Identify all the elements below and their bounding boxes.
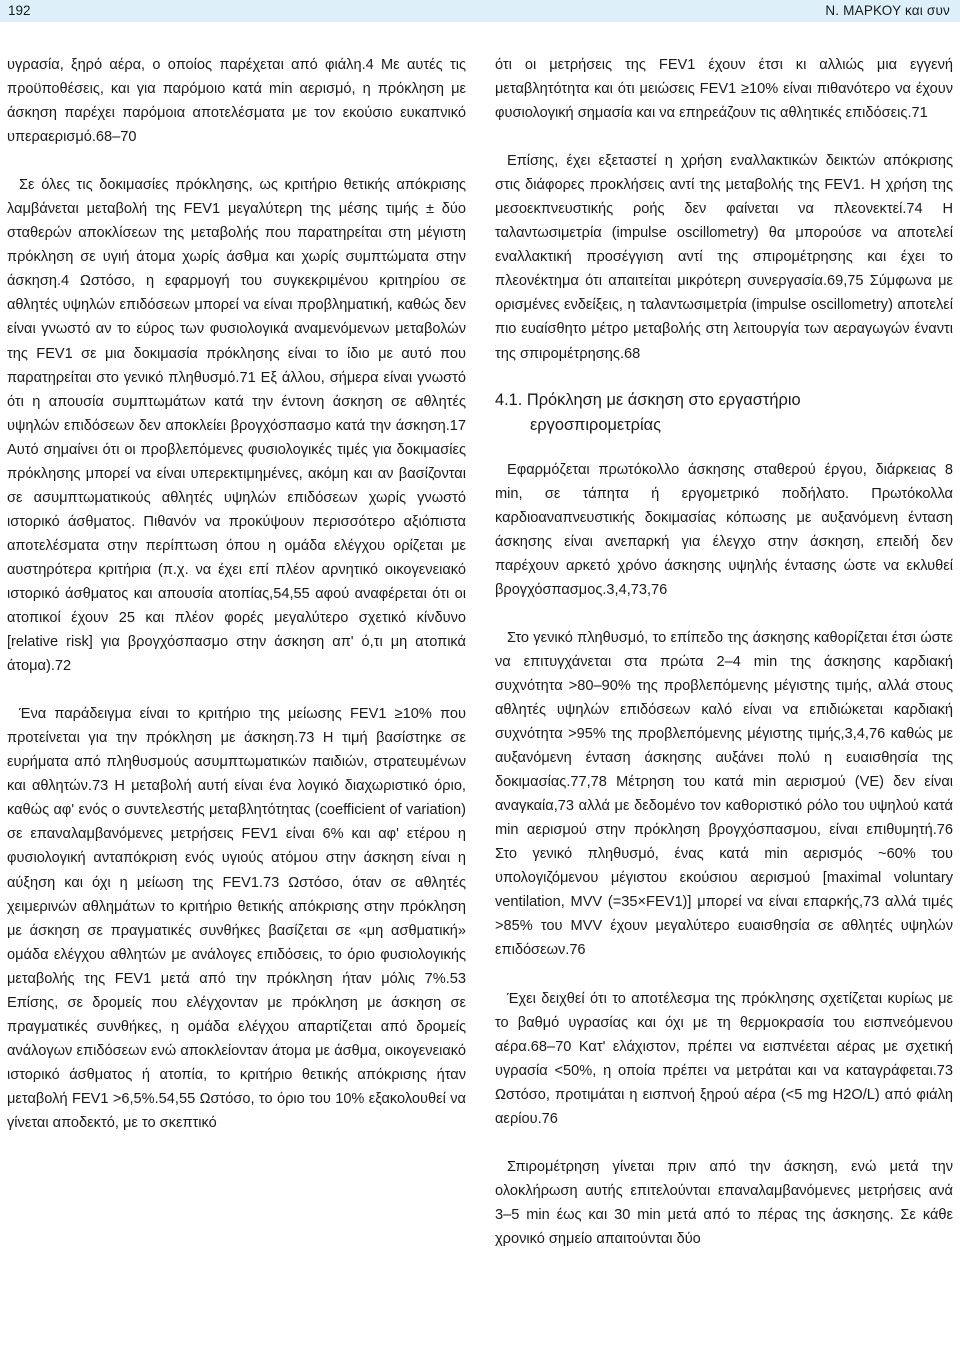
right-paragraph-5: Έχει δειχθεί ότι το αποτέλεσμα της πρόκλησης σχετίζεται κυρίως με το βαθμό υγρασίας και όχι με τη θερμοκρασία του εισπνεόμενου αέρα.68–70 Κατ' ελάχιστον, πρέπει να εισπνέεται αέρας με σχετική υγρασία <50%, η οποία πρέπει να μετράται και να καταγράφεται.73 Ωστόσο, προτιμάται η εισπνοή ξηρού αέρα (<5 mg H2O/L) από φιάλη αερίου.76	[495, 990, 953, 1127]
running-head-authors: Ν. ΜΑΡΚΟΥ και συν	[825, 3, 950, 18]
right-paragraph-4: Στο γενικό πληθυσμό, το επίπεδο της άσκησης καθορίζεται έτσι ώστε να επιτυγχάνεται στα πρώτα 2–4 min της άσκησης καρδιακή συχνότητα >80–90% της προβλεπόμενης μέγιστης τιμής, αλλά στους αθλητές υψηλών επιδόσεων καλό είναι να επιδιώκεται καρδιακή συχνότητα >95% της προβλεπόμενης μέγιστης τιμής,3,4,76 καθώς με αυξανόμενη ένταση άσκησης αυξάνει πολύ η ευαισθησία της δοκιμασίας.77,78 Μέτρηση του κατά min αερισμού (VE) δεν είναι αναγκαία,73 αλλά με δεδομένο τον καθοριστικό ρόλο του υψηλού κατά min αερισμού στην πρόκληση βρογχόσπασμου, είναι επιθυμητή.76 Στο γενικό πληθυσμό, ένας κατά min αερισμός ~60% του υπολογιζόμενου μέγιστου εκούσιου αερισμού [maximal voluntary ventilation, MVV (=35×FEV1)] μπορεί να είναι επαρκής,73 αλλά τιμές >85% του MVV έχουν μεγαλύτερο ευαισθησία σε αθλητές υψηλών επιδόσεων.76	[495, 629, 953, 959]
left-column	[7, 53, 466, 1135]
section-heading-line-2: εργοσπιρομετρίας	[530, 415, 662, 434]
left-paragraph-2: Σε όλες τις δοκιμασίες πρόκλησης, ως κριτήριο θετικής απόκρισης λαμβάνεται μεταβολή της FEV1 μεγαλύτερη της μέσης τιμής ± δύο σταθερών αποκλίσεων της μεταβολής που παρατηρείται στη μέγιστη πρόκληση σε υγιή άτομα χωρίς άσθμα και χωρίς συμπτώματα στην άσκηση.4 Ωστόσο, η εφαρμογή του συγκεκριμένου κριτηρίου σε αθλητές υψηλών επιδόσεων μπορεί να είναι προβληματική, καθώς δεν είναι γνωστό αν το εύρος των φυσιολογικά αναμενόμενων μεταβολών της FEV1 σε μια δοκιμασία πρόκλησης είναι το ίδιο με αυτό που παρατηρείται στο γενικό πληθυσμό.71 Εξ άλλου, σήμερα είναι γνωστό ότι η απουσία συμπτωμάτων κατά την έντονη άσκηση σε αθλητές υψηλών επιδόσεων δεν αποκλείει βρογχόσπασμο κατά την άσκηση.17 Αυτό σημαίνει ότι οι προβλεπόμενες φυσιολογικές τιμές για δοκιμασίες πρόκλησης μπορεί να είναι υπερεκτιμημένες, ακόμη και αν βασίζονται σε ασυμπτωματικούς αθλητές υψηλών επιδόσεων χωρίς γνωστό ιστορικό άσθματος. Πιθανόν να προκύψουν περισσότερο αξιόπιστα αποτελέσματα στην περίπτωση όπου η ομάδα ελέγχου ορίζεται με αυστηρότερα κριτήρια (π.χ. να έχει επί πλέον αρνητικό οικογενειακό ιστορικό άσθματος και απουσία ατοπίας,54,55 αφού αναφέρεται ότι οι ατοπικοί έχουν 25 και πλέον φορές μεγαλύτερο σχετικό κίνδυνο [relative risk] για βρογχόσπασμο στην άσκηση απ' ό,τι μη ατοπικά άτομα).72	[7, 177, 466, 675]
section-heading-line-1: 4.1. Πρόκληση με άσκηση στο εργαστήριο	[495, 390, 801, 409]
right-paragraph-1: ότι οι μετρήσεις της FEV1 έχουν έτσι κι αλλιώς μια εγγενή μεταβλητότητα και ότι μειώσεις FEV1 ≥10% είναι πιθανότερο να έχουν φυσιολογική σημασία και να επηρεάζουν τις αθλητικές επιδόσεις.71	[495, 57, 953, 122]
right-paragraph-2: Επίσης, έχει εξεταστεί η χρήση εναλλακτικών δεικτών απόκρισης στις διάφορες προκλήσεις αντί της μεταβολής της FEV1. Η χρήση της μεσοεκπνευστικής ροής δεν φαίνεται να πλεονεκτεί.74 Η ταλαντωσιμετρία (impulse oscillometry) θα μπορούσε να αποτελεί εναλλακτική προσέγγιση αντί της σπιρομέτρησης και έχει το πλεονέκτημα ότι απαιτείται μικρότερη συνεργασία.69,75 Σύμφωνα με ορισμένες ενδείξεις, η ταλαντωσιμετρία (impulse oscillometry) αποτελεί πιο ευαίσθητο μέτρο μεταβολής στη λειτουργία των αεραγωγών έναντι της σπιρομέτρησης.68	[495, 153, 953, 362]
right-paragraph-3: Εφαρμόζεται πρωτόκολλο άσκησης σταθερού έργου, διάρκειας 8 min, σε τάπητα ή εργομετρικό ποδήλατο. Πρωτόκολλα καρδιοαναπνευστικής δοκιμασίας κόπωσης με αυξανόμενη ένταση άσκησης είναι ανεπαρκή για έλεγχο στην άσκηση, επειδή δεν παρέχουν αρκετό χρόνο άσκησης υψηλής έντασης ώστε να εκλυθεί βρογχόσπασμος.3,4,73,76	[495, 461, 953, 598]
running-header	[0, 0, 960, 22]
right-column	[495, 53, 953, 1251]
right-paragraph-6: Σπιρομέτρηση γίνεται πριν από την άσκηση, ενώ μετά την ολοκλήρωση αυτής επιτελούνται επαναλαμβανόμενες μετρήσεις ανά 3–5 min έως και 30 min μετά από το πέρας της άσκησης. Σε κάθε χρονικό σημείο απαιτούνται δύο	[495, 1158, 953, 1247]
left-paragraph-1: υγρασία, ξηρό αέρα, ο οποίος παρέχεται από φιάλη.4 Με αυτές τις προϋποθέσεις, και για παρόμοιο κατά min αερισμό, η πρόκληση με άσκηση παρέχει παρόμοια αποτελέσματα με τον εκούσιο ευκαπνικό υπεραερισμό.68–70	[7, 57, 466, 146]
section-heading	[495, 388, 953, 438]
page-number: 192	[8, 3, 31, 18]
left-paragraph-3: Ένα παράδειγμα είναι το κριτήριο της μείωσης FEV1 ≥10% που προτείνεται για την πρόκληση με άσκηση.73 Η τιμή βασίστηκε σε ευρήματα από πληθυσμούς ασυμπτωματικών παιδιών, στρατευμένων και αθλητών.73 Η μεταβολή αυτή είναι ένα λογικό διαχωριστικό όριο, καθώς αφ' ενός ο συντελεστής μεταβλητότητας (coefficient of variation) σε επαναλαμβανόμενες μετρήσεις FEV1 είναι 6% και αφ' ετέρου η φυσιολογική ανταπόκριση ενός υγιούς ατόμου στην άσκηση είναι η αύξηση και όχι η μείωση της FEV1.73 Ωστόσο, όταν σε αθλητές χειμερινών αθλημάτων το κριτήριο θετικής απόκρισης στην πρόκληση με άσκηση σε πραγματικές συνθήκες βασίζεται σε «μη ασθματική» ομάδα ελέγχου αθλητών με ανάλογες επιδόσεις, το όριο φυσιολογικής μεταβολής της FEV1 μετά από την πρόκληση ήταν μόλις 7%.53 Επίσης, σε δρομείς που ελέγχονταν με πρόκληση με άσκηση σε πραγματικές συνθήκες, η ομάδα ελέγχου απαρτίζεται από δρομείς ανάλογων επιδόσεων ενώ αποκλείονταν άτομα με άσθμα, οικογενειακό ιστορικό άσθματος ή ατοπία, το κριτήριο θετικής απόκρισης ήταν μεταβολή FEV1 >6,5%.54,55 Ωστόσο, το όριο του 10% εξακολουθεί να γίνεται αποδεκτό, με το σκεπτικό	[7, 706, 466, 1131]
